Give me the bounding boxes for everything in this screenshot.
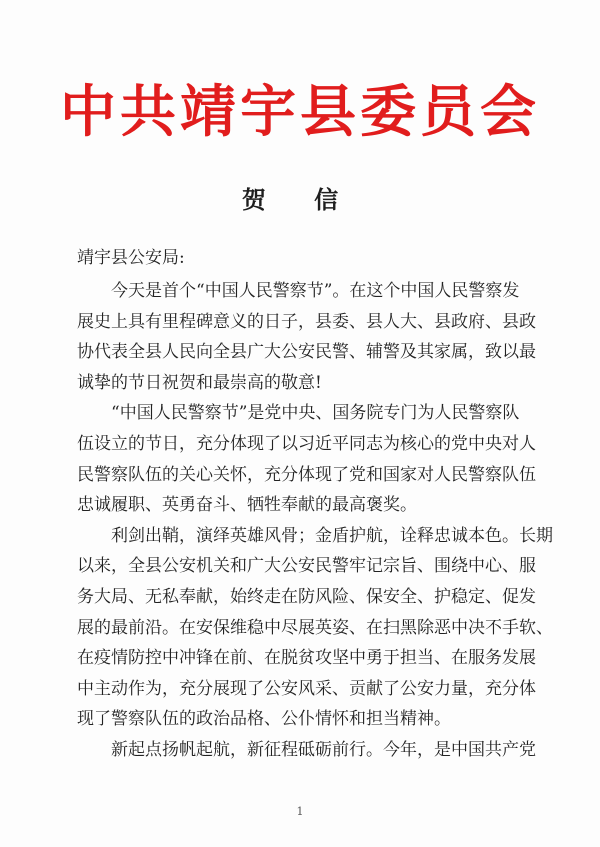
paragraph-line: 在疫情防控中冲锋在前、在脱贫攻坚中勇于担当、在服务发展 xyxy=(77,648,536,669)
paragraph-line: 协代表全县人民向全县广大公安民警、辅警及其家属，致以最 xyxy=(77,342,536,363)
paragraph-line: 中主动作为，充分展现了公安风采、贡献了公安力量，充分体 xyxy=(77,678,536,699)
paragraph-line: 今天是首个“中国人民警察节”。在这个中国人民警察发 xyxy=(111,281,520,301)
paragraph-line: 展的最前沿。在安保维稳中尽展英姿、在扫黑除恶中决不手软、 xyxy=(77,617,553,638)
document-subtitle: 贺 信 xyxy=(241,185,359,214)
page-number: 1 xyxy=(296,805,304,818)
paragraph-line: 务大局、无私奉献，始终走在防风险、保安全、护稳定、促发 xyxy=(77,586,536,607)
paragraph-line: 新起点扬帆起航，新征程砥砺前行。今年，是中国共产党 xyxy=(111,739,536,760)
paragraph-line: 以来，全县公安机关和广大公安民警牢记宗旨、围绕中心、服 xyxy=(77,556,536,577)
paragraph-line: 现了警察队伍的政治品格、公仆情怀和担当精神。 xyxy=(77,709,451,730)
paragraph-line: 伍设立的节日，充分体现了以习近平同志为核心的党中央对人 xyxy=(77,433,536,454)
letterhead-title: 中共靖宇县委员会 xyxy=(60,79,540,145)
addressee: 靖宇县公安局: xyxy=(77,248,185,268)
paragraph-line: 利剑出鞘，演绎英雄风骨；金盾护航，诠释忠诚本色。长期 xyxy=(111,525,553,546)
letter-body xyxy=(77,276,553,766)
paragraph-line: “中国人民警察节”是党中央、国务院专门为人民警察队 xyxy=(111,403,520,424)
paragraph-line: 展史上具有里程碑意义的日子，县委、县人大、县政府、县政 xyxy=(77,311,536,332)
letter-paragraph xyxy=(77,276,536,398)
letter-paragraph xyxy=(77,521,553,735)
paragraph-line: 民警察队伍的关心关怀，充分体现了党和国家对人民警察队伍 xyxy=(77,464,536,485)
letter-paragraph xyxy=(77,398,536,520)
letter-paragraph xyxy=(77,735,536,766)
paragraph-line: 诚挚的节日祝贺和最崇高的敬意! xyxy=(77,372,322,393)
paragraph-line: 忠诚履职、英勇奋斗、牺牲奉献的最高褒奖。 xyxy=(77,495,417,516)
